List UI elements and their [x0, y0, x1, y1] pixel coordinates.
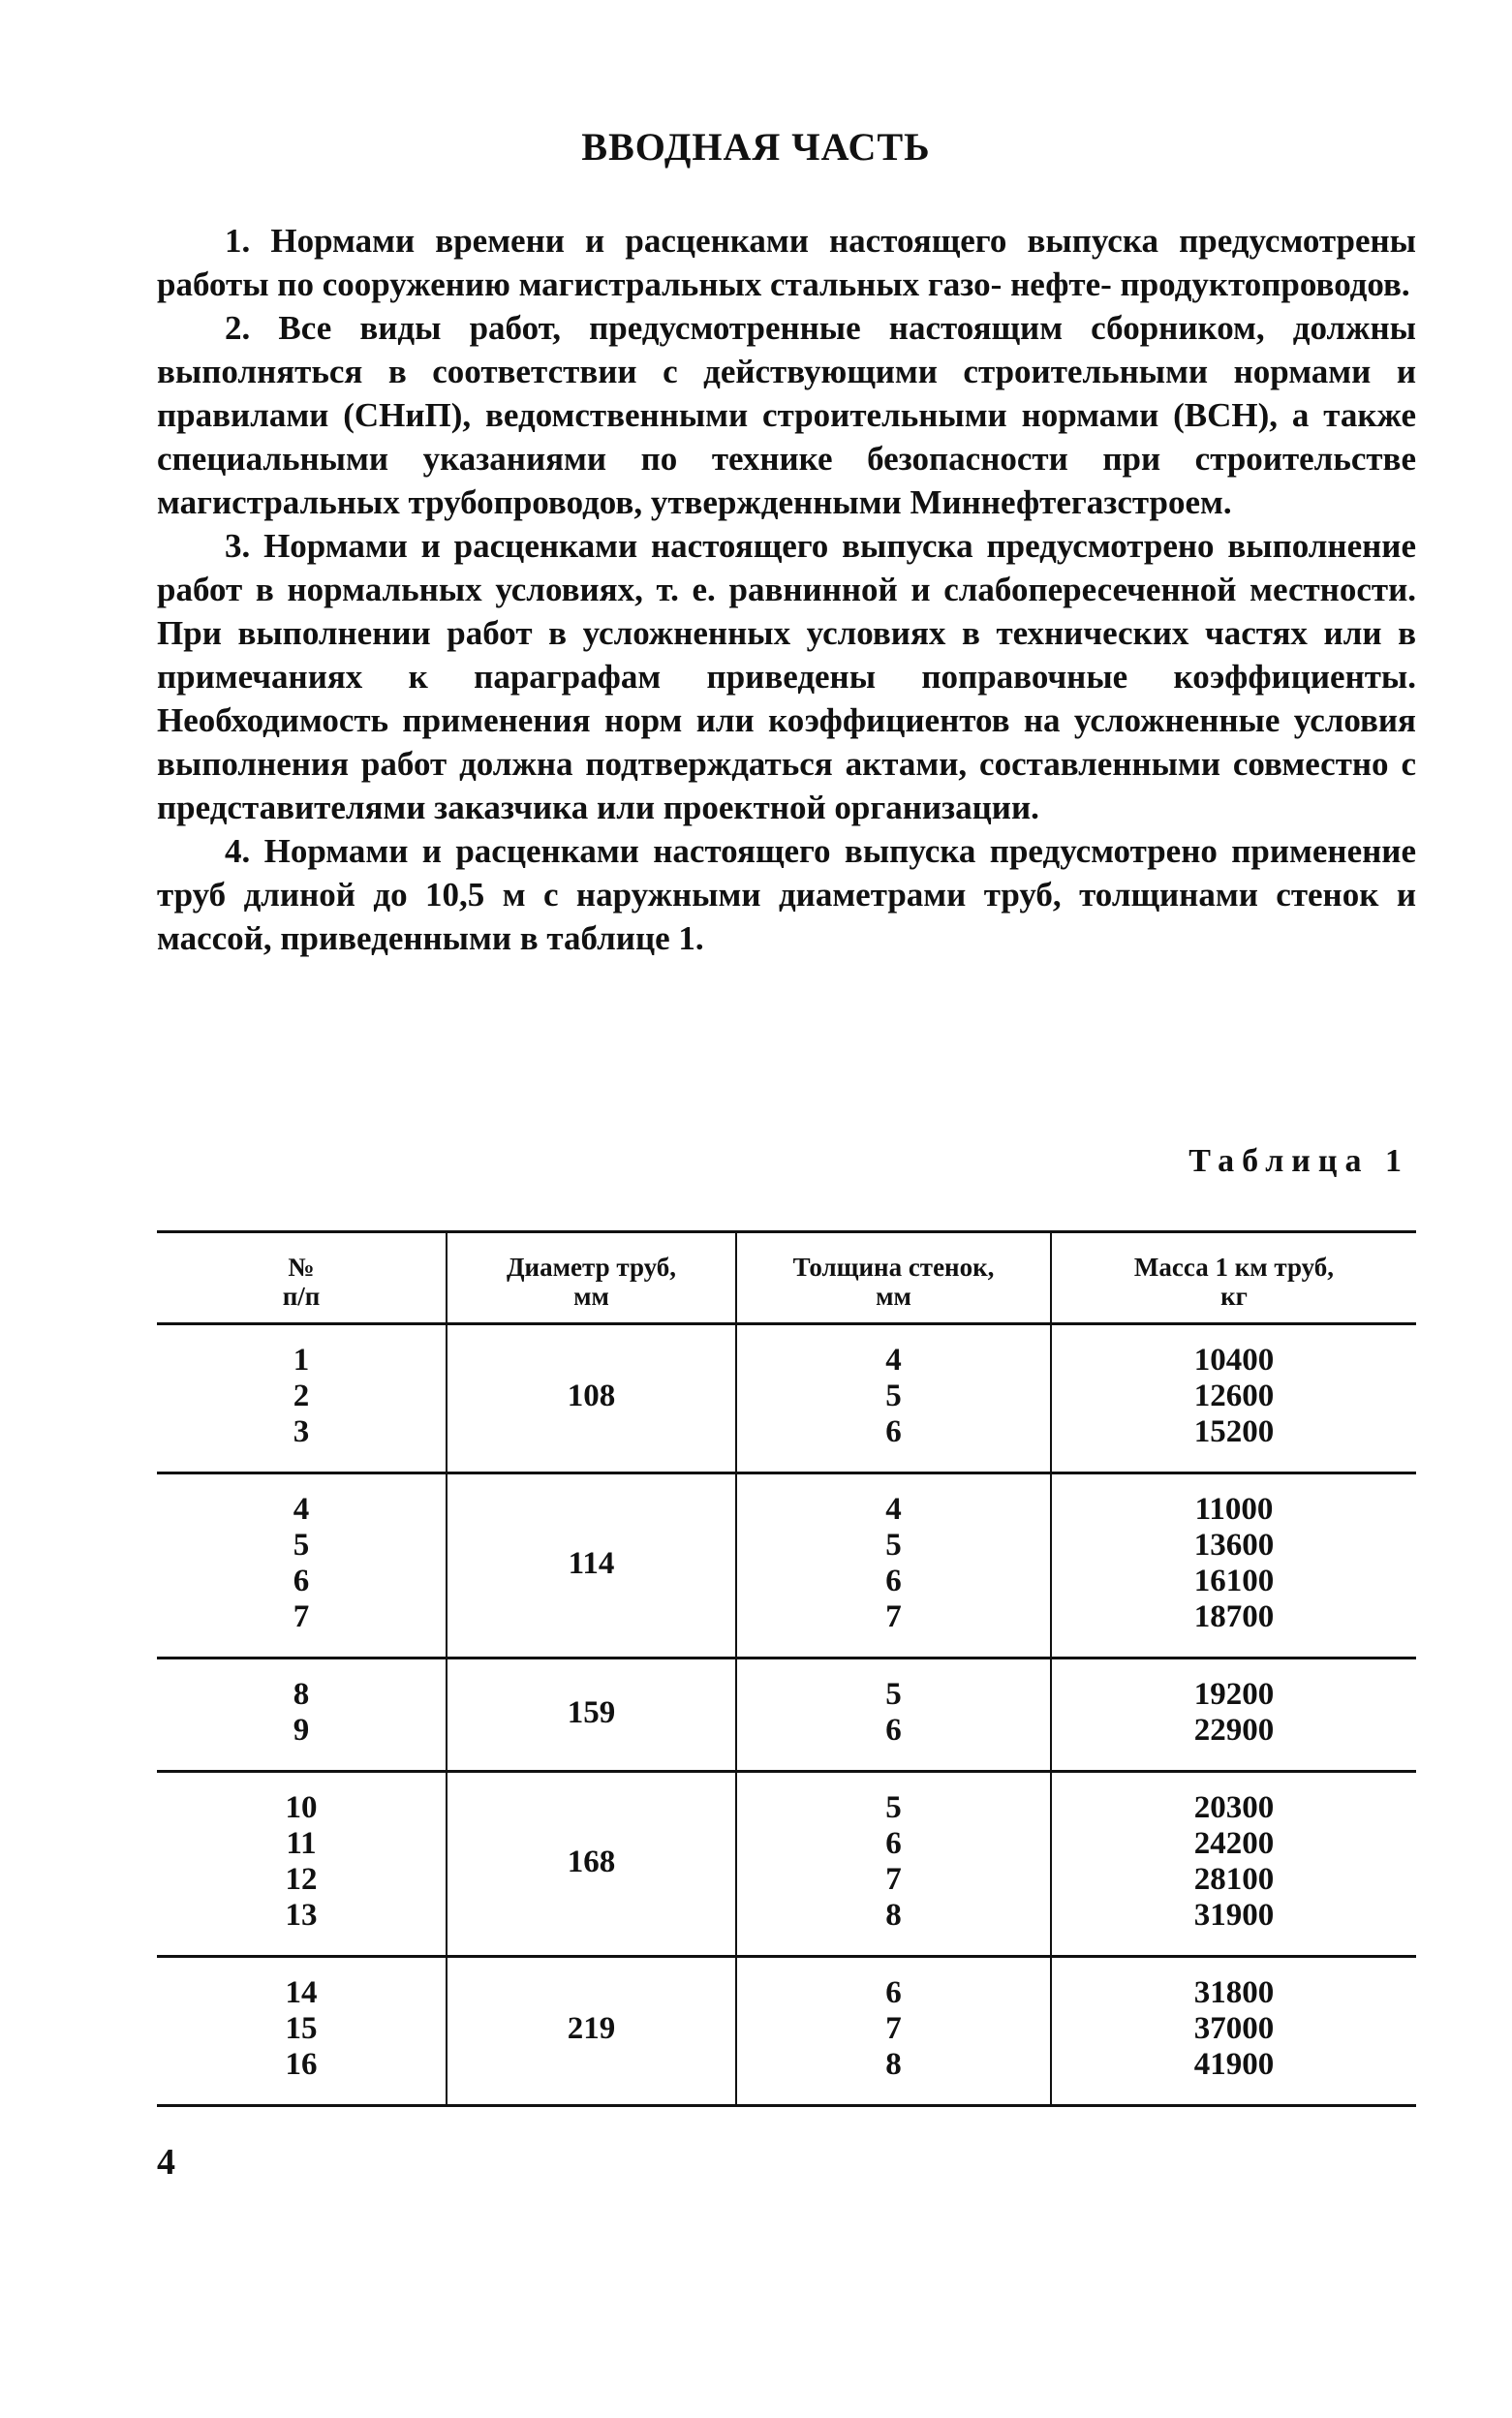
paragraph-4: 4. Нормами и расценками настоящего выпуска предусмотрено применение труб длиной до 10,5 м с наружными диаметрами труб, толщинами стенок и массой, приведенными в таблице 1. [157, 832, 1416, 957]
table-row [157, 1564, 1416, 1599]
cell-thickness: 6 [736, 1414, 1051, 1473]
cell-num: 6 [293, 1564, 310, 1598]
cell-num: 12 [285, 1862, 318, 1897]
table-body [157, 1324, 1416, 2106]
cell-num: 4 [293, 1492, 310, 1527]
header-diameter-line2: мм [573, 1282, 609, 1311]
table-header [157, 1232, 1416, 1324]
paragraph-1: 1. Нормами времени и расценками настоящего выпуска предусмотрены работы по сооружению магистральных стальных газо- нефте- продуктопроводов. [157, 222, 1416, 303]
page-number: 4 [157, 2142, 175, 2183]
cell-num: 11 [286, 1826, 317, 1861]
cell-num: 9 [157, 1713, 447, 1772]
table-row [157, 1473, 1416, 1529]
cell-thickness: 7 [736, 1862, 1051, 1898]
cell-thickness: 4 [736, 1473, 1051, 1529]
table-row [157, 1528, 1416, 1564]
cell-mass: 37000 [1051, 2011, 1416, 2047]
cell-diameter: 159 [447, 1658, 736, 1772]
cell-diameter: 108 [447, 1324, 736, 1473]
header-num [157, 1232, 447, 1324]
cell-diameter: 219 [447, 1957, 736, 2106]
cell-thickness: 8 [736, 2047, 1051, 2106]
cell-thickness: 6 [736, 1957, 1051, 2012]
table-row [157, 1898, 1416, 1957]
cell-mass: 22900 [1051, 1713, 1416, 1772]
cell-num: 2 [293, 1379, 310, 1413]
cell-diameter: 168 [447, 1772, 736, 1957]
header-row [157, 1232, 1416, 1324]
cell-mass: 31900 [1051, 1898, 1416, 1957]
cell-num: 8 [293, 1677, 310, 1712]
pipe-table [157, 1230, 1416, 2107]
cell-thickness: 5 [736, 1658, 1051, 1714]
paragraph-2: 2. Все виды работ, предусмотренные настоящим сборником, должны выполняться в соответствии с действующими строительными нормами и правилами (СНиП), ведомственными строительными нормами (ВСН), а также специальными указаниями по технике безопасности при строительстве магистральных трубопроводов, утвержденными Миннефтегазстроем. [157, 309, 1416, 521]
table-caption: Таблица 1 [1188, 1143, 1409, 1179]
cell-thickness: 5 [736, 1528, 1051, 1564]
cell-num: 1 [293, 1343, 310, 1378]
header-mass-line1: Масса 1 км труб, [1133, 1253, 1335, 1282]
header-thickness-line2: мм [876, 1282, 911, 1311]
header-num-line2: п/п [282, 1282, 321, 1311]
pipe-table-container [157, 1230, 1416, 2107]
cell-mass: 13600 [1051, 1528, 1416, 1564]
cell-mass: 19200 [1051, 1658, 1416, 1714]
cell-thickness: 8 [736, 1898, 1051, 1957]
table-row [157, 1772, 1416, 1827]
cell-mass: 16100 [1051, 1564, 1416, 1599]
cell-thickness: 4 [736, 1324, 1051, 1380]
cell-mass: 18700 [1051, 1599, 1416, 1658]
cell-mass: 28100 [1051, 1862, 1416, 1898]
header-diameter [447, 1232, 736, 1324]
cell-mass: 15200 [1051, 1414, 1416, 1473]
cell-num: 14 [285, 1975, 318, 2010]
cell-num: 5 [293, 1528, 310, 1563]
cell-num: 13 [157, 1898, 447, 1957]
header-num-line1: № [288, 1253, 315, 1282]
cell-num: 3 [157, 1414, 447, 1473]
cell-mass: 41900 [1051, 2047, 1416, 2106]
cell-thickness: 5 [736, 1772, 1051, 1827]
cell-num: 15 [285, 2011, 318, 2046]
header-thickness-line1: Толщина стенок, [792, 1253, 995, 1282]
table-row [157, 2047, 1416, 2106]
intro-text [157, 219, 1416, 960]
table-row [157, 1957, 1416, 2012]
table-row [157, 1324, 1416, 1380]
header-mass-line2: кг [1220, 1282, 1248, 1311]
page-title: ВВОДНАЯ ЧАСТЬ [581, 125, 931, 169]
cell-mass: 24200 [1051, 1826, 1416, 1862]
cell-num: 16 [157, 2047, 447, 2106]
table-row [157, 2011, 1416, 2047]
cell-thickness: 5 [736, 1379, 1051, 1414]
cell-num: 7 [157, 1599, 447, 1658]
cell-mass: 11000 [1051, 1473, 1416, 1529]
header-mass [1051, 1232, 1416, 1324]
cell-mass: 31800 [1051, 1957, 1416, 2012]
cell-mass: 20300 [1051, 1772, 1416, 1827]
table-row [157, 1658, 1416, 1714]
table-row [157, 1713, 1416, 1772]
cell-thickness: 6 [736, 1564, 1051, 1599]
table-row [157, 1826, 1416, 1862]
header-diameter-line1: Диаметр труб, [506, 1253, 676, 1282]
cell-thickness: 7 [736, 2011, 1051, 2047]
header-thickness [736, 1232, 1051, 1324]
cell-mass: 12600 [1051, 1379, 1416, 1414]
cell-mass: 10400 [1051, 1324, 1416, 1380]
table-row [157, 1414, 1416, 1473]
cell-thickness: 6 [736, 1826, 1051, 1862]
cell-thickness: 7 [736, 1599, 1051, 1658]
paragraph-3: 3. Нормами и расценками настоящего выпуска предусмотрено выполнение работ в нормальных условиях, т. е. равнинной и слабопересеченной местности. При выполнении работ в усложненных условиях в технических частях или в примечаниях к параграфам приведены поправочные коэффициенты. Необходимость применения норм или коэффициентов на усложненные условия выполнения работ должна подтверждаться актами, составленными совместно с представителями заказчика или проектной организации. [157, 527, 1416, 826]
cell-diameter: 114 [447, 1473, 736, 1658]
table-row [157, 1379, 1416, 1414]
table-row [157, 1599, 1416, 1658]
cell-thickness: 6 [736, 1713, 1051, 1772]
table-row [157, 1862, 1416, 1898]
cell-num: 10 [285, 1790, 318, 1825]
